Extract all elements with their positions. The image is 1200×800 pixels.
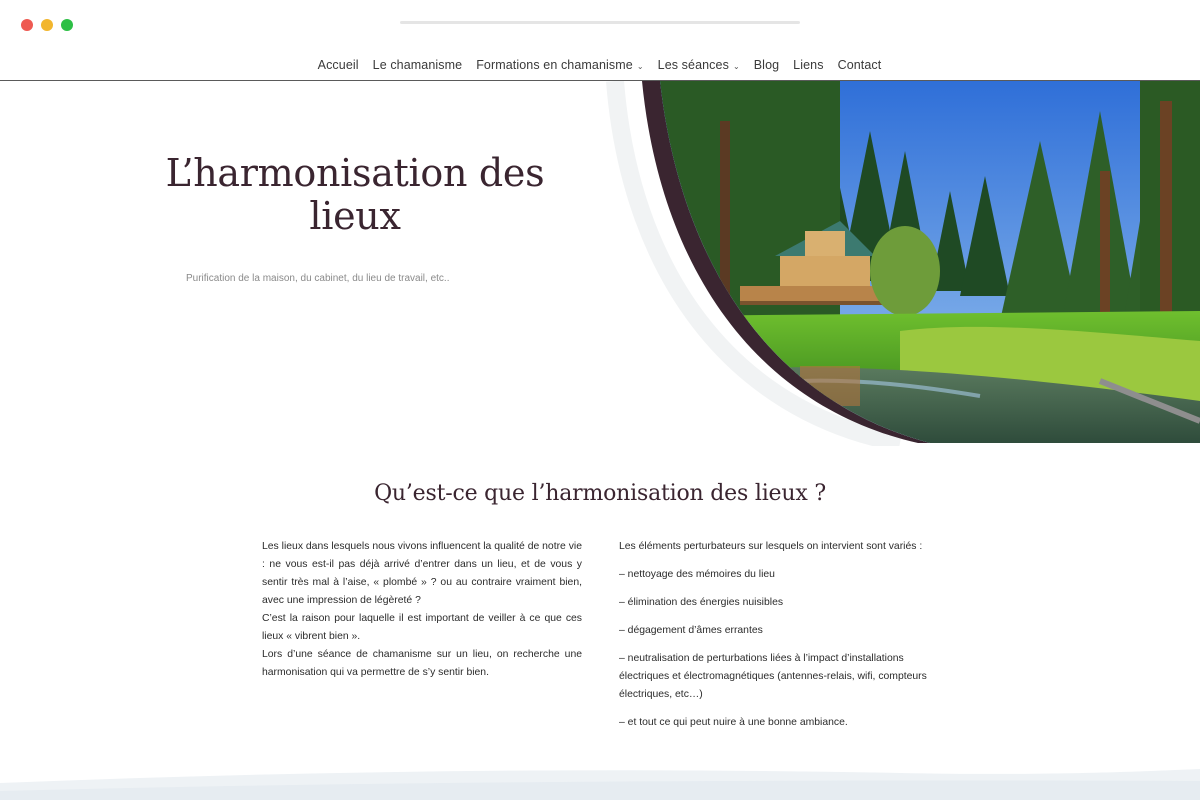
nav-item-label: Les séances xyxy=(657,58,729,72)
nav-item-le-chamanisme[interactable] xyxy=(373,58,463,72)
hero-image xyxy=(600,81,1200,446)
chevron-down-icon: ⌄ xyxy=(636,61,644,71)
list-item: – dégagement d’âmes errantes xyxy=(619,625,763,636)
list-item: – et tout ce qui peut nuire à une bonne ambiance. xyxy=(619,717,848,728)
nav-item-contact[interactable] xyxy=(838,58,882,72)
nav-item-liens[interactable] xyxy=(793,58,823,72)
footer-wave xyxy=(0,765,1200,800)
hero-title-line2: lieux xyxy=(309,194,401,238)
nav-item-label: Contact xyxy=(837,58,882,72)
address-bar[interactable] xyxy=(400,21,800,24)
nav-item-les-s-ances[interactable] xyxy=(658,58,740,72)
nav-list xyxy=(318,58,882,72)
left-paragraph: Les lieux dans lesquels nous vivons influencent la qualité de notre vie : ne vous est-il pas déjà arrivé d’entrer dans un lieu, et de vous y sentir très mal à l’aise, « plombé » ? ou au contraire vraiment bien, avec une impression de légèreté ? xyxy=(262,541,583,606)
list-item: – élimination des énergies nuisibles xyxy=(619,597,784,608)
nav-item-label: Accueil xyxy=(317,58,359,72)
nav-item-formations-en-chamanisme[interactable] xyxy=(476,58,643,72)
right-intro: Les éléments perturbateurs sur lesquels on intervient sont variés : xyxy=(619,541,923,552)
hero-title xyxy=(130,152,580,238)
nav-item-label: Le chamanisme xyxy=(372,58,463,72)
left-paragraph: C’est la raison pour laquelle il est important de veiller à ce que ces lieux « vibrent bien ». xyxy=(262,613,582,642)
hero-title-line1: L’harmonisation des xyxy=(165,151,545,195)
chevron-down-icon: ⌄ xyxy=(732,61,740,71)
section-title: Qu’est-ce que l’harmonisation des lieux ? xyxy=(374,481,826,506)
main-nav xyxy=(0,50,1200,81)
window-controls xyxy=(21,19,73,31)
left-column xyxy=(262,538,582,682)
close-window-dot[interactable] xyxy=(21,19,33,31)
hero-subtitle: Purification de la maison, du cabinet, du lieu de travail, etc.. xyxy=(186,273,450,284)
nav-item-accueil[interactable] xyxy=(318,58,359,72)
left-paragraph: Lors d’une séance de chamanisme sur un lieu, on recherche une harmonisation qui va permettre de s’y sentir bien. xyxy=(262,649,582,678)
nav-item-label: Formations en chamanisme xyxy=(476,58,633,72)
list-item: – neutralisation de perturbations liées à l’impact d’installations électriques et électromagnétiques (antennes-relais, wifi, compteurs électriques, etc…) xyxy=(619,653,927,700)
minimize-window-dot[interactable] xyxy=(41,19,53,31)
nav-item-label: Blog xyxy=(753,58,780,72)
right-column xyxy=(619,538,929,732)
list-item: – nettoyage des mémoires du lieu xyxy=(619,569,775,580)
nav-item-label: Liens xyxy=(793,58,824,72)
maximize-window-dot[interactable] xyxy=(61,19,73,31)
nav-item-blog[interactable] xyxy=(754,58,779,72)
